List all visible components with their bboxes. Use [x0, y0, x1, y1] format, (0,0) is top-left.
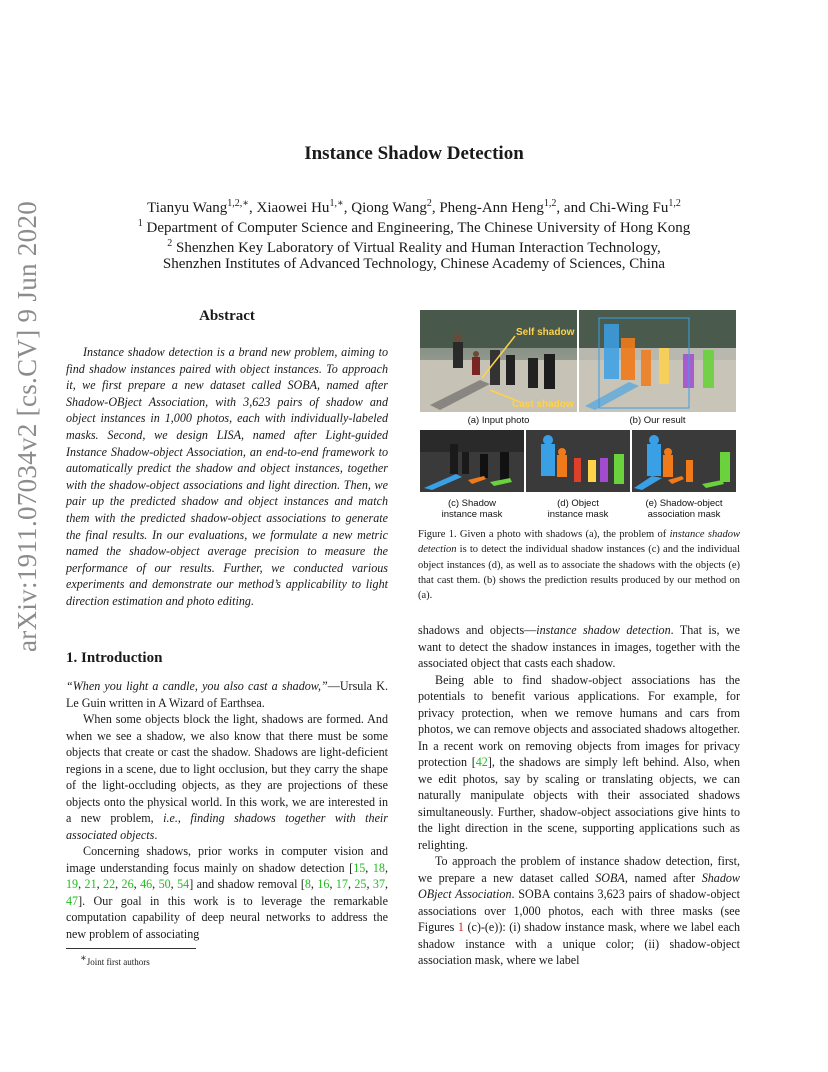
author-name: Tianyu Wang	[147, 200, 228, 216]
input-photo	[420, 310, 577, 412]
caption-text: Figure 1. Given a photo with shadows (a), the problem of	[418, 529, 670, 540]
citation-link[interactable]: 37	[372, 877, 385, 891]
input-photo-image	[420, 310, 577, 412]
paragraph-text: ,	[177, 811, 191, 825]
shadow-mask-image	[420, 430, 524, 492]
citation-link[interactable]: 25	[354, 877, 367, 891]
citation-link[interactable]: 17	[335, 877, 348, 891]
body-paragraph	[418, 672, 740, 854]
paragraph-text: , named after	[624, 870, 702, 885]
paragraph-text: shadows and objects—	[418, 623, 537, 637]
author-separator: ,	[431, 200, 440, 216]
label-line: (e) Shadow-object	[645, 498, 723, 509]
citation-link[interactable]: 8	[304, 877, 311, 891]
self-shadow-label: Self shadow	[516, 327, 575, 338]
result-photo	[579, 310, 736, 412]
paragraph-italic: SOBA	[595, 870, 625, 885]
citation-link[interactable]: 15	[353, 860, 366, 875]
label-object-mask	[526, 498, 630, 520]
intro-paragraph	[66, 711, 388, 843]
footnote-text: Joint first authors	[86, 957, 150, 967]
citation-link[interactable]: 26	[121, 877, 134, 891]
epigraph-quote: “When you light a candle, you also cast a shadow,”	[66, 679, 328, 693]
paper-title: Instance Shadow Detection	[304, 143, 524, 164]
citation-link[interactable]: 19	[66, 877, 79, 891]
citation-link[interactable]: 50	[158, 877, 171, 891]
citation-link[interactable]: 22	[103, 877, 116, 891]
abstract-text: Instance shadow detection is a brand new problem, aiming to find shadow instances paired with object instances. To approach it, we first prepare a new dataset called SOBA, named after Shadow-OBject Association, with 3,623 pairs of shadow and object instances in 1,000 photos, each with individually-labeled masks. Second, we design LISA, named after Light-guided Instance Shadow-object Association, an end-to-end framework to automatically predict the shadow and object instances, together with the shadow-object associations and light direction. Then, we pair up the predicted shadow and object instances and match them with the predicted shadow-object associations to generate the final results. In our evaluations, we formulate a new metric named the shadow-object average precision to measure the performance of our results. Further, we conducted various experiments and demonstrate our method’s applicability to light direction estimation and photo editing.	[66, 345, 388, 608]
figure-caption	[418, 527, 740, 603]
label-association-mask	[632, 498, 736, 520]
citation-link[interactable]: 18	[372, 860, 385, 875]
author-separator: ,	[343, 200, 352, 216]
figure-1	[420, 310, 740, 522]
association-mask-image	[632, 430, 736, 492]
label-line: (d) Object	[557, 498, 599, 509]
paragraph-italic: i.e.	[163, 811, 178, 825]
caption-italic: instance shadow detection	[418, 529, 740, 556]
label-our-result: (b) Our result	[629, 415, 686, 426]
intro-paragraph: Concerning shadows, prior works in computer vision and image understanding focus mainly on shadow detection [15, 18, 19, 21, 22, 26, 46, 50, 54] and shadow removal [8, 16, 17, 25, 37, 47]. Our goal in this work is to leverage the remarkable computation capability of deep neural networks to address the new problem of associating	[66, 844, 389, 941]
affiliation-number: 1	[137, 218, 143, 229]
section-heading-introduction: 1. Introduction	[66, 650, 163, 666]
citation-link[interactable]: 42	[475, 755, 488, 769]
intro-column	[66, 678, 388, 942]
paragraph-text: To approach the problem of instance shadow detection, first, we prepare a new dataset called	[418, 854, 740, 885]
label-shadow-mask	[420, 498, 524, 520]
label-input-photo: (a) Input photo	[467, 415, 530, 426]
citation-link[interactable]: 16	[317, 877, 330, 891]
abstract-heading: Abstract	[199, 308, 255, 324]
body-paragraph	[418, 622, 740, 672]
label-line: instance mask	[441, 509, 503, 520]
right-column	[418, 622, 740, 969]
paragraph-text: . SOBA contains 3,623 pairs of shadow-object associations over 1,000 photos, each with three masks (see Figures	[418, 887, 740, 934]
author-affiliation: 2	[426, 198, 432, 209]
label-line: (c) Shadow	[447, 498, 497, 509]
result-photo-image	[579, 310, 736, 412]
author-separator: , and	[556, 200, 590, 216]
affiliation-text: Department of Computer Science and Engineering, The Chinese University of Hong Kong	[142, 220, 691, 236]
footnote	[80, 953, 150, 967]
affiliation-text: Shenzhen Key Laboratory of Virtual Reality and Human Interaction Technology,	[172, 240, 661, 256]
citation-link[interactable]: 21	[84, 877, 97, 891]
arxiv-id: arXiv:1911.07034v2 [cs.CV] 9 Jun 2020	[12, 200, 42, 652]
footnote-rule	[66, 948, 196, 949]
author-affiliation: 1,2	[668, 198, 681, 209]
citation-link[interactable]: 54	[177, 877, 190, 891]
citation-link[interactable]: 47	[66, 893, 79, 908]
paragraph-text: ], the shadows are simply left behind. Also, when we edit photos, say by scaling or translating objects, we can naturally manipulate objects with their associated shadows simultaneously. Further, shadow-object associations give hints to the light direction in the scene, supporting applications such as relighting.	[418, 755, 740, 852]
author-name: Qiong Wang	[351, 200, 427, 216]
shadow-instance-mask	[420, 430, 524, 492]
label-line: instance mask	[547, 509, 609, 520]
paragraph-text: When some objects block the light, shadows are formed. And when we see a shadow, we also know that there must be some objects that create or cast the shadow. Shadows are light-deficient regions in a scene, due to light occlusion, but they carry the shape of the light-occluding objects, as they are projections of these objects onto the physical world. In this work, we are interested in a new problem,	[66, 712, 388, 825]
paragraph-italic: finding shadows together with their associated objects	[66, 811, 388, 842]
author-affiliation: 1,2	[543, 198, 557, 209]
paragraph-text: Concerning shadows, prior works in computer vision and image understanding focus mainly on shadow detection [	[66, 844, 388, 875]
intro-epigraph	[66, 678, 388, 711]
paragraph-text: .	[154, 827, 158, 842]
author-affiliation: 1,∗	[329, 198, 344, 209]
cast-shadow-label: Cast shadow	[512, 399, 574, 410]
affiliation-3: Shenzhen Institutes of Advanced Technology, Chinese Academy of Sciences, China	[162, 256, 666, 272]
author-name: Chi-Wing Fu	[589, 200, 669, 216]
paragraph-text: (c)-(e)): (i) shadow instance mask, where we label each shadow instance with a unique color; (ii) shadow-object association mask, where we label	[418, 920, 740, 967]
paragraph-italic: Shadow OBject Association	[418, 870, 740, 901]
paragraph-text: ]. Our goal in this work is to leverage the remarkable computation capability of deep neural networks to address the new problem of associating	[66, 893, 388, 941]
author-name: Xiaowei Hu	[256, 200, 330, 216]
author-name: Pheng-Ann Heng	[439, 200, 544, 216]
caption-text: is to detect the individual shadow instances (c) and the individual object instances (d), as well as to associate the shadows with the objects (e) that cast them. (b) shows the prediction results produced by our method on (a).	[418, 544, 740, 602]
paragraph-italic: instance shadow detection	[536, 623, 671, 637]
author-separator: ,	[249, 200, 257, 216]
label-line: association mask	[647, 509, 721, 520]
paragraph-text: ] and shadow removal [	[189, 877, 305, 891]
association-mask	[632, 430, 736, 492]
citation-link[interactable]: 46	[140, 877, 153, 891]
affiliation-number: 2	[167, 238, 173, 249]
object-mask-image	[526, 430, 630, 492]
paragraph-text: Being able to find shadow-object associations has the potentials to benefit various applications. For example, for privacy protection, when we remove humans and cars from photos, we can remove objects and associated shadows altogether. In a recent work on removing objects from images for privacy protection [	[418, 672, 740, 769]
author-affiliation: 1,2,∗	[227, 198, 250, 209]
object-instance-mask	[526, 430, 630, 492]
footnote-mark: ∗	[80, 953, 87, 964]
paragraph-text: . That is, we want to detect the shadow instances in images, together with the associated object that casts each shadow.	[418, 623, 741, 670]
epigraph-attribution: —Ursula K. Le Guin written in A Wizard of Earthsea.	[66, 679, 388, 710]
figure-link[interactable]: 1	[457, 920, 464, 934]
body-paragraph	[418, 853, 740, 969]
